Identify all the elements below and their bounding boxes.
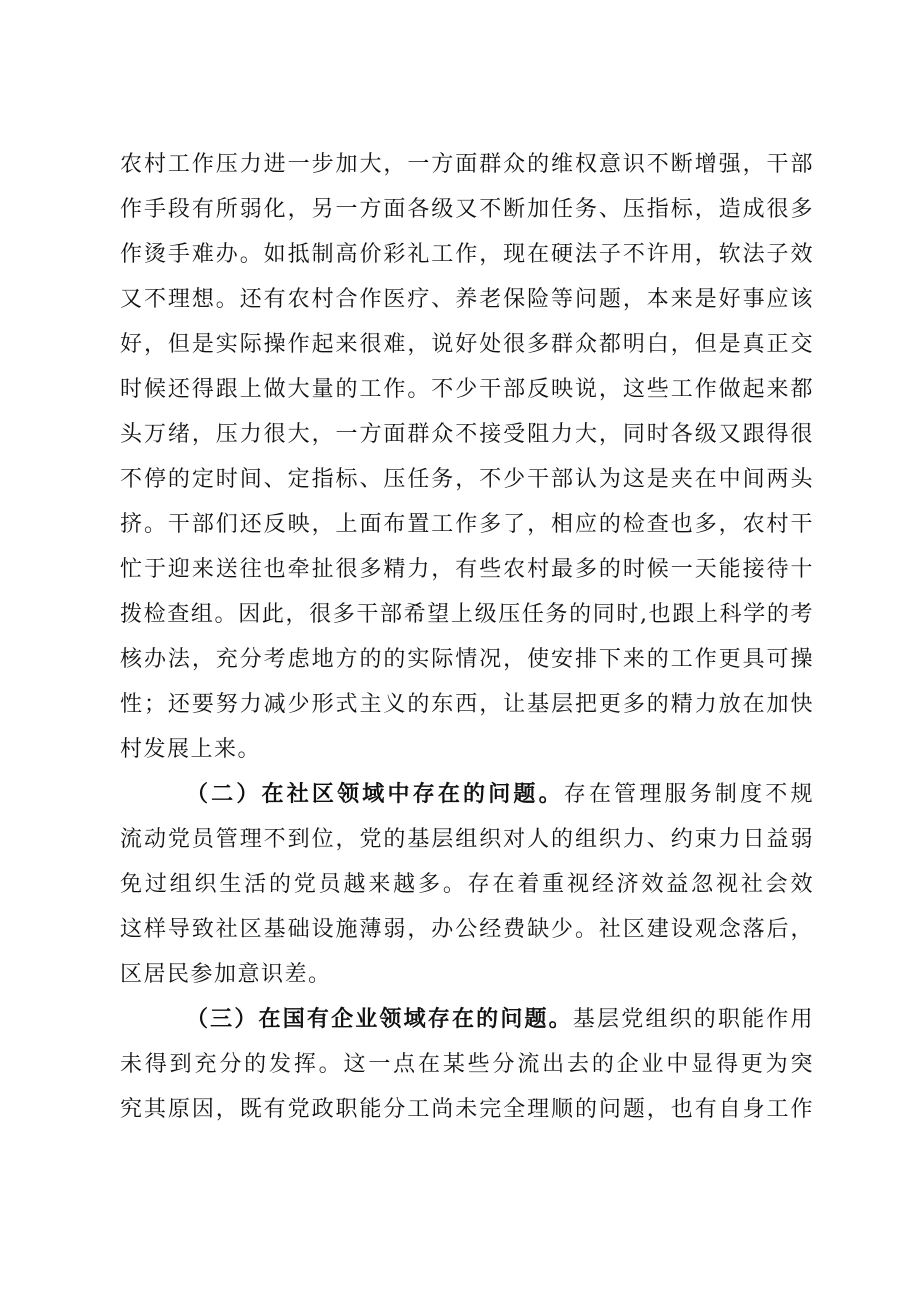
paragraph-2-first-line xyxy=(120,772,814,817)
paragraph-1-line: 忙于迎来送往也牵扯很多精力，有些农村最多的时候一天能接待十 xyxy=(120,557,814,582)
paragraph-2-line: 区居民参加意识差。 xyxy=(120,962,332,987)
paragraph-3-line: 究其原因，既有党政职能分工尚未完全理顺的问题，也有自身工作 xyxy=(120,1097,814,1122)
paragraph-1-line: 核办法，充分考虑地方的的实际情况，使安排下来的工作更具可操 xyxy=(120,647,814,672)
paragraph-1-line: 作手段有所弱化，另一方面各级又不断加任务、压指标，造成很多 xyxy=(120,197,814,222)
paragraph-2-line: 免过组织生活的党员越来越多。存在着重视经济效益忽视社会效 xyxy=(120,872,814,897)
paragraph-1-line: 农村工作压力进一步加大，一方面群众的维权意识不断增强，干部 xyxy=(120,152,814,177)
paragraph-3-first-line xyxy=(120,997,814,1042)
section-heading-state-enterprise: （三）在国有企业领域存在的问题。 xyxy=(186,1006,573,1032)
paragraph-1-line: 不停的定时间、定指标、压任务，不少干部认为这是夹在中间两头 xyxy=(120,467,814,492)
paragraph-1-line: 时候还得跟上做大量的工作。不少干部反映说，这些工作做起来都 xyxy=(120,377,814,402)
document-body xyxy=(120,142,814,1132)
paragraph-2-first-line-text: 存在管理服务制度不规 xyxy=(563,782,814,807)
paragraph-1-line: 作烫手难办。如抵制高价彩礼工作，现在硬法子不许用，软法子效 xyxy=(120,242,814,267)
paragraph-1-line: 好，但是实际操作起来很难，说好处很多群众都明白，但是真正交 xyxy=(120,332,814,357)
paragraph-1-line: 性；还要努力减少形式主义的东西，让基层把更多的精力放在加快 xyxy=(120,692,814,717)
paragraph-1-line: 挤。干部们还反映，上面布置工作多了，相应的检查也多，农村干 xyxy=(120,512,814,537)
paragraph-2-line: 流动党员管理不到位，党的基层组织对人的组织力、约束力日益弱 xyxy=(120,827,814,852)
paragraph-1-line: 村发展上来。 xyxy=(120,737,262,762)
paragraph-1-line: 头万绪，压力很大，一方面群众不接受阻力大，同时各级又跟得很 xyxy=(120,422,814,447)
paragraph-3-first-line-text: 基层党组织的职能作用 xyxy=(572,1007,814,1032)
paragraph-3-line: 未得到充分的发挥。这一点在某些分流出去的企业中显得更为突 xyxy=(120,1052,814,1077)
section-heading-community: （二）在社区领域中存在的问题。 xyxy=(186,781,564,807)
paragraph-2-line: 这样导致社区基础设施薄弱，办公经费缺少。社区建设观念落后， xyxy=(120,917,814,942)
paragraph-1-line: 拨检查组。因此，很多干部希望上级压任务的同时,也跟上科学的考 xyxy=(120,602,814,627)
paragraph-1-line: 又不理想。还有农村合作医疗、养老保险等问题，本来是好事应该 xyxy=(120,287,814,312)
